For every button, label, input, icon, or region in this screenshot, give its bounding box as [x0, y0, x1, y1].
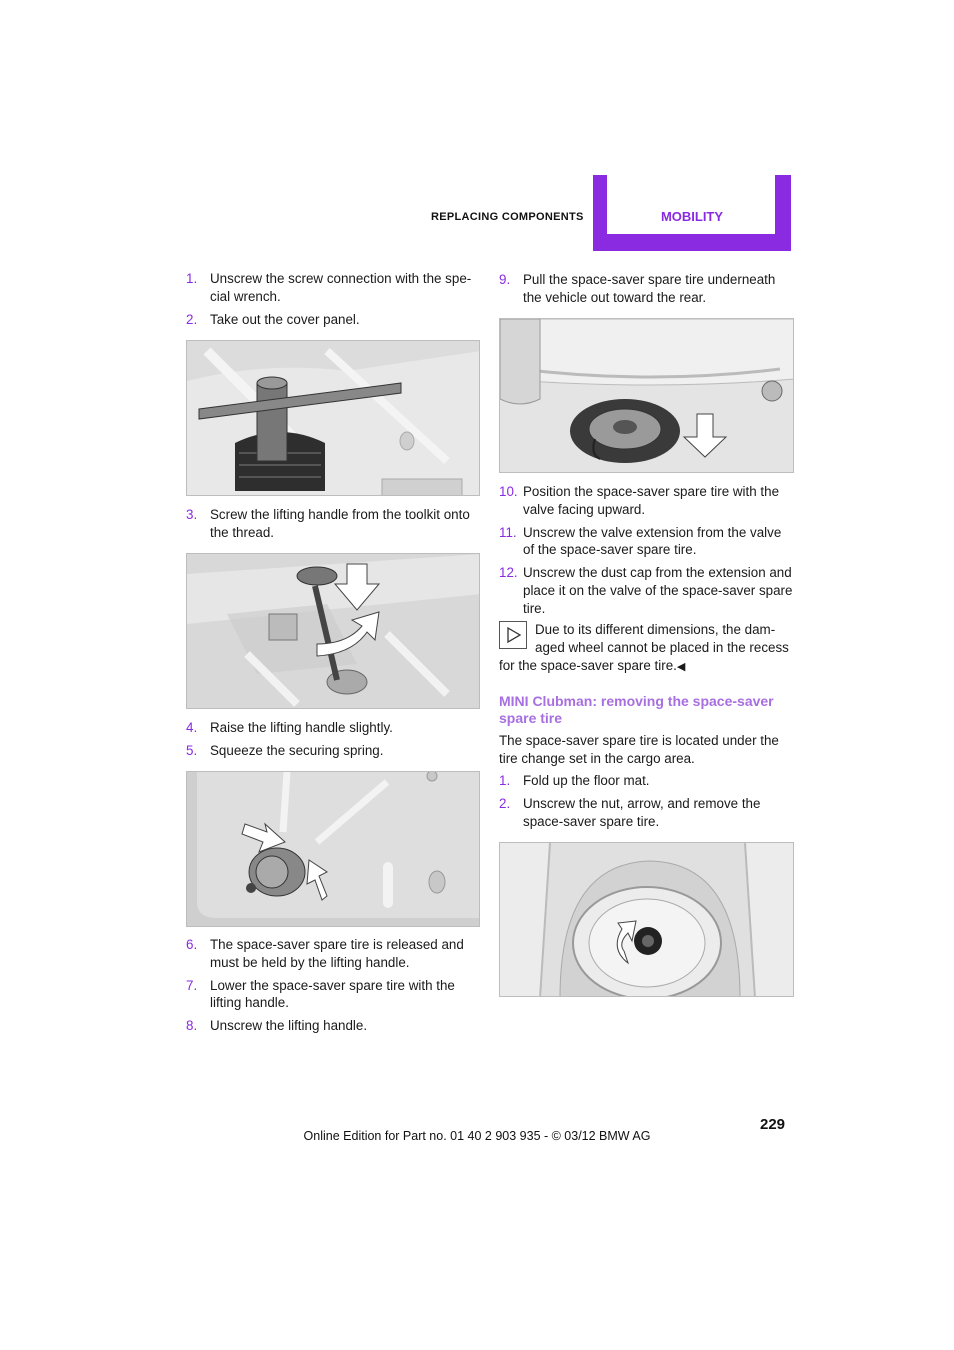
list-item: 1. Unscrew the screw connection with the spe-cial wrench.: [186, 271, 472, 304]
list-item: 6. The space-saver spare tire is released and must be held by the lifting handle.: [186, 937, 464, 970]
end-mark-icon: ◀: [676, 660, 686, 673]
figure-securing-spring: [186, 771, 480, 927]
page-number: 229: [760, 1116, 786, 1133]
left-steps-1-2: [186, 270, 482, 333]
list-item: 9. Pull the space-saver spare tire underneath the vehicle out toward the rear.: [499, 272, 776, 305]
figure-pull-out-tire: [499, 318, 794, 473]
list-item: 2. Take out the cover panel.: [186, 311, 360, 327]
chapter-tab-inner: [607, 175, 775, 234]
list-item: 1. Fold up the floor mat.: [499, 773, 650, 788]
list-item: 12. Unscrew the dust cap from the extension and place it on the valve of the space-saver spare tire.: [499, 565, 793, 616]
list-item: 7. Lower the space-saver spare tire with the lifting handle.: [186, 977, 455, 1011]
right-step-9: [499, 271, 795, 312]
left-steps-6-8: [186, 936, 482, 1040]
note-text: Due to its different dimensions, the dam-aged wheel cannot be placed in the recess for the space-saver spare tire.: [499, 622, 789, 673]
left-steps-4-5: [186, 719, 482, 765]
list-item: 8. Unscrew the lifting handle.: [186, 1018, 368, 1034]
list-item: 10. Position the space-saver spare tire with the valve facing upward.: [499, 484, 780, 517]
note-block: [499, 621, 795, 676]
list-item: 3. Screw the lifting handle from the toolkit onto the thread.: [186, 507, 470, 540]
figure-special-wrench: [186, 340, 480, 496]
footer-edition: Online Edition for Part no. 01 40 2 903 935 - © 03/12 BMW AG: [303, 1129, 651, 1143]
section-heading: MINI Clubman: removing the space-saver spare tire: [499, 693, 774, 726]
figure-lifting-handle: [186, 553, 480, 709]
list-item: 11. Unscrew the valve extension from the valve of the space-saver spare tire.: [499, 524, 782, 558]
right-steps-clubman: [499, 772, 795, 835]
list-item: 4. Raise the lifting handle slightly.: [186, 720, 393, 735]
section-intro: The space-saver spare tire is located under the tire change set in the cargo area.: [499, 733, 779, 766]
note-play-icon: [499, 621, 527, 649]
list-item: 5. Squeeze the securing spring.: [186, 742, 384, 758]
figure-clubman-spare-tire: [499, 842, 794, 997]
right-steps-10-12: [499, 483, 795, 623]
chapter-title: MOBILITY: [660, 209, 724, 224]
left-step-3: [186, 506, 482, 547]
list-item: 2. Unscrew the nut, arrow, and remove the space-saver spare tire.: [499, 795, 761, 829]
running-header-section: REPLACING COMPONENTS: [431, 211, 584, 223]
